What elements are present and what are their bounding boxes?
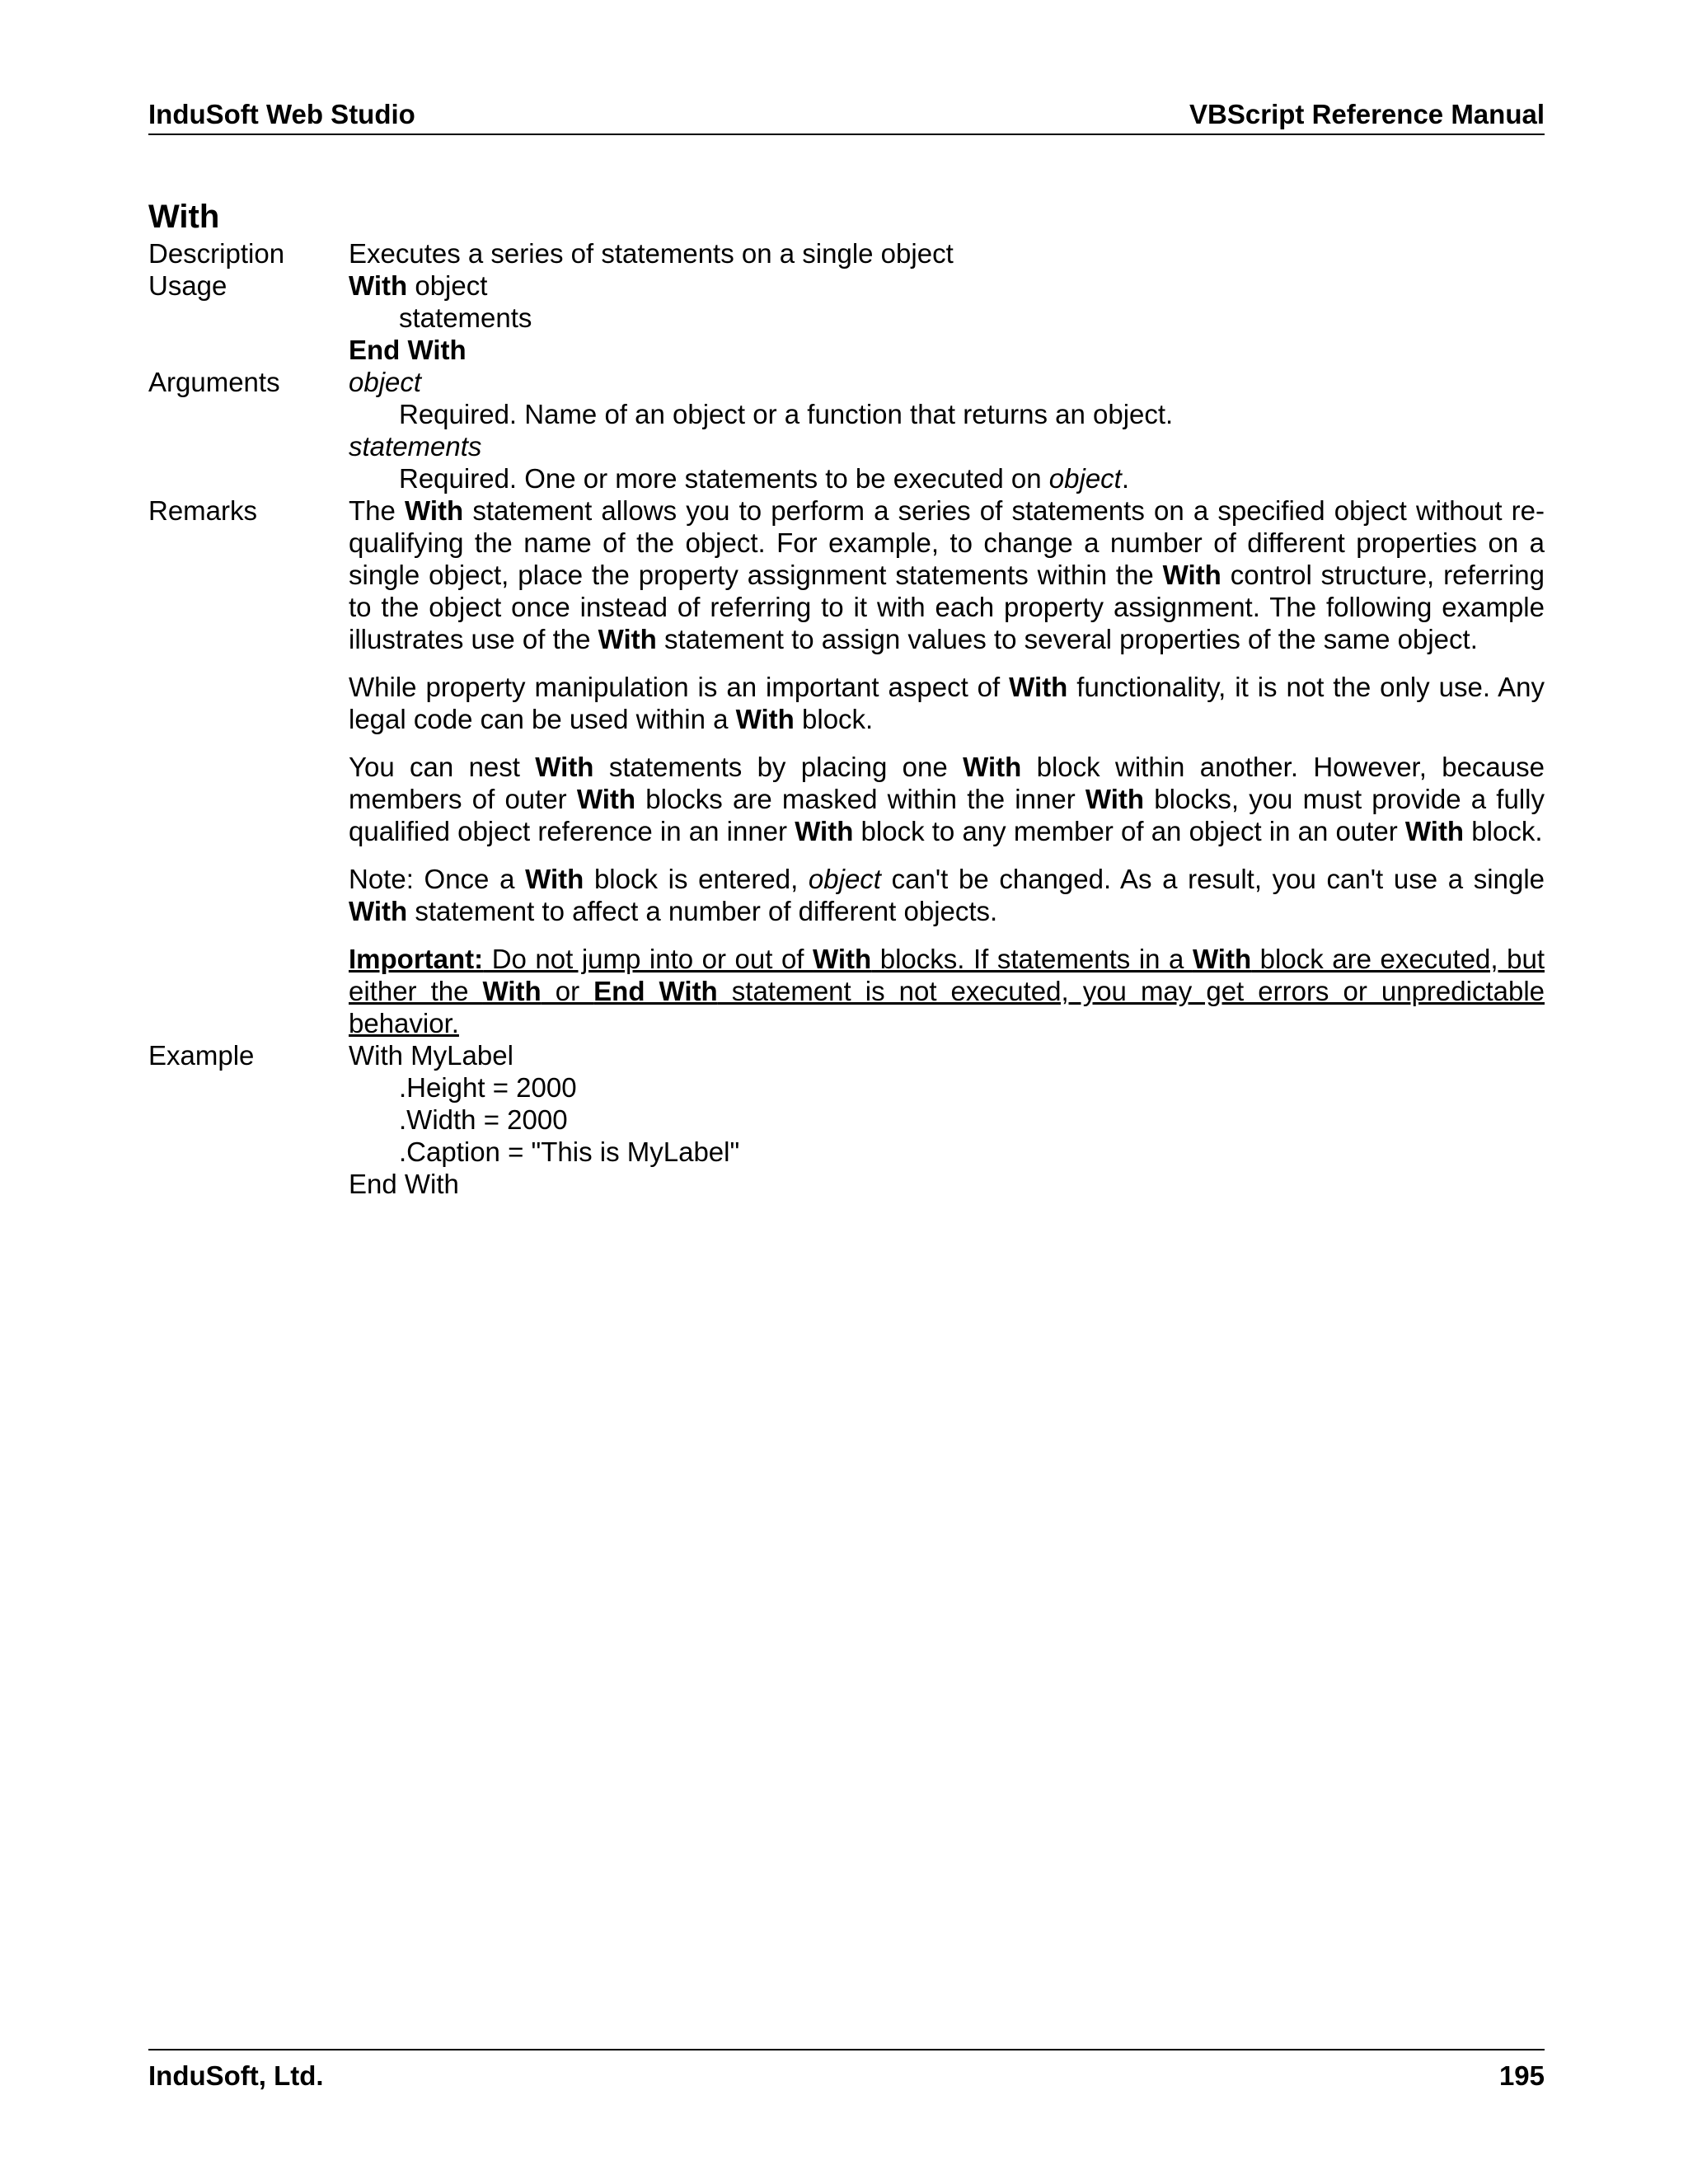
with-keyword: With	[735, 704, 795, 734]
example-line: .Height = 2000	[399, 1072, 577, 1103]
argument-statements-name	[349, 430, 1545, 462]
remarks-text: You can nest	[349, 752, 536, 782]
remarks-text: statement to affect a number of different objects.	[407, 896, 998, 926]
with-keyword: With	[813, 944, 872, 974]
example-line: .Width = 2000	[399, 1104, 568, 1135]
page-header	[148, 96, 1545, 135]
with-keyword: With	[598, 624, 657, 654]
remarks-text: block to any member of an object in an outer	[853, 816, 1405, 846]
remarks-text: functionality, it is not the only use. Any legal code can be used within a	[349, 672, 1545, 734]
remarks-text: The	[349, 495, 406, 526]
remarks-important	[349, 943, 1545, 1039]
argument-object-desc: Required. Name of an object or a function that returns an object.	[399, 399, 1174, 429]
footer-company: InduSoft, Ltd.	[148, 2060, 324, 2091]
usage-row	[148, 269, 1545, 366]
with-keyword: With	[1404, 816, 1465, 846]
with-keyword: With	[535, 752, 594, 782]
arguments-label: Arguments	[148, 367, 280, 397]
with-keyword: With	[963, 752, 1022, 782]
with-keyword: With	[349, 896, 408, 926]
remarks-block	[349, 494, 1545, 1039]
remarks-text: block are executed, but either the	[349, 944, 1545, 1006]
remarks-paragraph-2	[349, 671, 1545, 735]
description-text: Executes a series of statements on a single object	[349, 238, 954, 269]
usage-with-keyword: With	[349, 270, 408, 301]
with-keyword: With	[1192, 944, 1252, 974]
remarks-text: While property manipulation is an important aspect of	[349, 672, 1010, 702]
remarks-text: statement is not executed, you may get errors or unpredictable behavior.	[349, 976, 1545, 1038]
usage-statements: statements	[399, 302, 532, 333]
description-label: Description	[148, 238, 285, 269]
with-keyword: With	[1009, 672, 1068, 702]
remarks-label: Remarks	[148, 495, 258, 526]
argument-object-name	[349, 366, 1545, 398]
argument-object-italic: object	[349, 367, 422, 397]
remarks-text: statement allows you to perform a series of statements on a specified object without re-qualifying the name of the object. For example, to change a number of different properties on a single object, place the property assignment statements within the	[349, 495, 1545, 590]
remarks-text: or	[541, 976, 594, 1006]
usage-block	[349, 269, 1545, 366]
remarks-text: blocks, you must provide a fully qualified object reference in an inner	[349, 784, 1545, 846]
page-footer	[148, 2049, 1545, 2092]
with-keyword: With	[576, 784, 636, 814]
important-label: Important:	[349, 944, 484, 974]
remarks-text: can't be changed. As a result, you can't use a single	[880, 864, 1545, 894]
with-keyword: With	[1162, 560, 1221, 590]
remarks-row	[148, 494, 1545, 1039]
example-label: Example	[148, 1040, 255, 1071]
arguments-row	[148, 366, 1545, 494]
remarks-text: statements by placing one	[593, 752, 964, 782]
remarks-text: Do not jump into or out of	[483, 944, 814, 974]
section-title: With	[148, 199, 220, 235]
remarks-text: blocks are masked within the inner	[635, 784, 1085, 814]
usage-end-keyword: End With	[349, 335, 467, 365]
usage-with-object: object	[407, 270, 488, 301]
with-keyword: With	[525, 864, 584, 894]
argument-statements-italic: statements	[349, 431, 482, 462]
remarks-text: block.	[794, 704, 874, 734]
remarks-paragraph-1	[349, 494, 1545, 655]
example-row	[148, 1039, 1545, 1200]
page-content	[148, 198, 1545, 1200]
remarks-note	[349, 863, 1545, 927]
header-product-title: InduSoft Web Studio	[148, 99, 415, 129]
with-keyword: With	[482, 976, 542, 1006]
with-keyword: With	[795, 816, 854, 846]
remarks-text: Note: Once a	[349, 864, 526, 894]
argument-statements-desc	[349, 462, 1545, 494]
with-keyword: With	[405, 495, 464, 526]
argument-statements-desc-object: object	[1048, 463, 1122, 494]
remarks-text: control structure, referring to the object once instead of referring to it with each property assignment. The following example illustrates use of the	[349, 560, 1545, 654]
end-with-keyword: End With	[593, 976, 718, 1006]
remarks-text: statement to assign values to several properties of the same object.	[656, 624, 1478, 654]
remarks-text: block within another. However, because members of outer	[349, 752, 1545, 814]
page-number: 195	[1498, 2060, 1545, 2091]
description-row	[148, 237, 1545, 269]
argument-statements-desc-period: .	[1121, 463, 1130, 494]
example-line: End With	[349, 1169, 459, 1199]
arguments-block	[349, 366, 1545, 494]
argument-statements-desc-text: Required. One or more statements to be executed on	[399, 463, 1049, 494]
object-italic: object	[808, 864, 881, 894]
example-line: With MyLabel	[349, 1040, 513, 1071]
with-keyword: With	[1085, 784, 1145, 814]
remarks-text: blocks. If statements in a	[871, 944, 1193, 974]
remarks-text: block.	[1464, 816, 1543, 846]
usage-end-with	[349, 334, 1545, 366]
header-manual-title: VBScript Reference Manual	[1189, 99, 1545, 129]
remarks-paragraph-3	[349, 751, 1545, 847]
example-line: .Caption = "This is MyLabel"	[399, 1137, 740, 1167]
remarks-text: block is entered,	[584, 864, 809, 894]
example-code	[349, 1039, 1545, 1200]
usage-label: Usage	[148, 270, 227, 301]
usage-line-with	[349, 269, 1545, 302]
